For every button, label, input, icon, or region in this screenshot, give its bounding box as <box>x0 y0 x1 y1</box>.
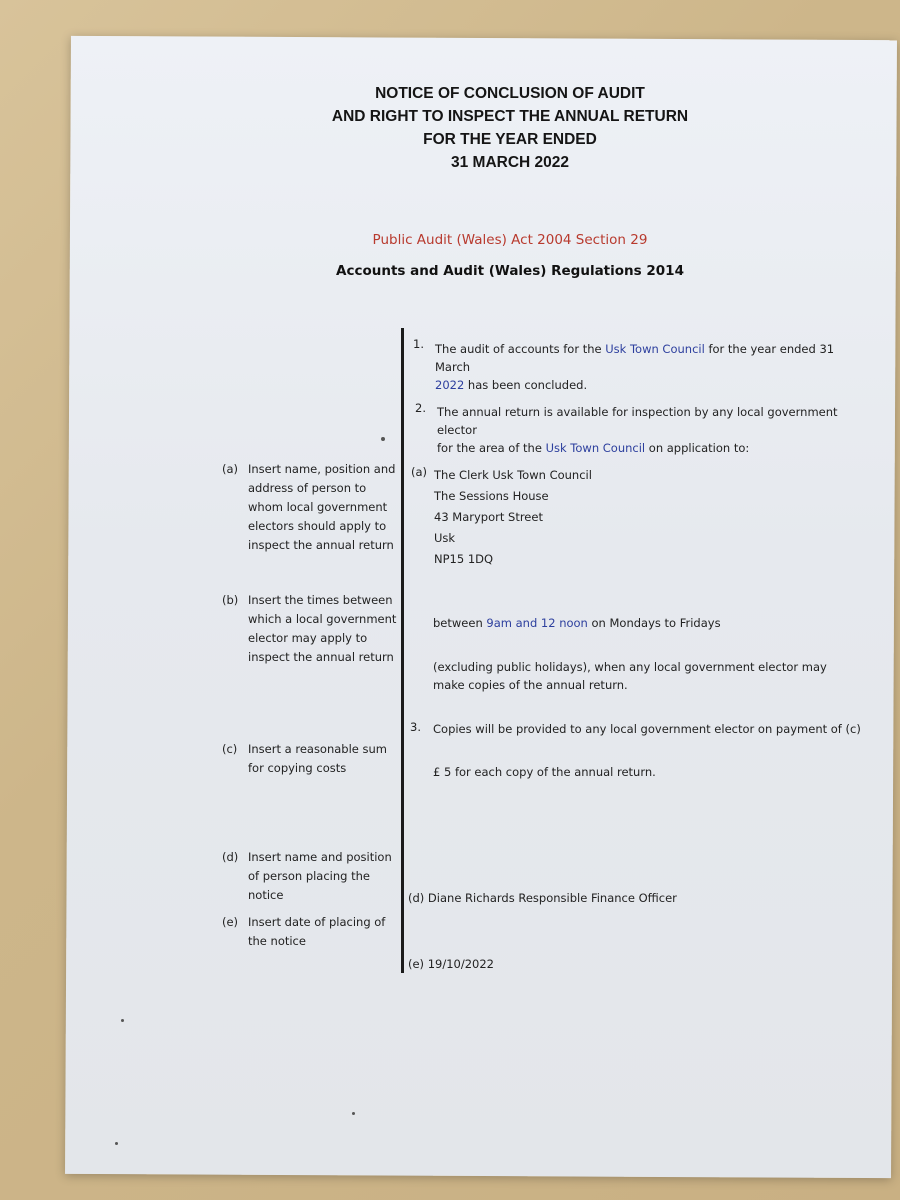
address-line-3: 43 Maryport Street <box>434 510 543 524</box>
copy-cost: £ 5 for each copy of the annual return. <box>433 765 656 779</box>
responsible-officer: (d) Diane Richards Responsible Finance Officer <box>408 891 677 905</box>
item-1-post: has been concluded. <box>464 378 588 392</box>
times-post: on Mondays to Fridays <box>591 616 721 630</box>
paper-speck <box>381 437 385 441</box>
note-e-label: (e) <box>222 915 239 929</box>
notice-title <box>300 82 720 174</box>
note-c-text: Insert a reasonable sum for copying costs <box>248 742 388 775</box>
inspection-times <box>433 614 853 632</box>
inspection-exclusion: (excluding public holidays), when any local government elector may make copies of the annual return. <box>433 660 827 692</box>
item-1-text <box>435 340 865 394</box>
act-reference: Public Audit (Wales) Act 2004 Section 29 <box>372 232 648 248</box>
regulations-reference: Accounts and Audit (Wales) Regulations 2014 <box>336 263 684 279</box>
item-3-text: Copies will be provided to any local government elector on payment of (c) <box>433 722 861 736</box>
title-line-1: NOTICE OF CONCLUSION OF AUDIT <box>375 85 645 102</box>
note-d-text: Insert name and position of person placing the notice <box>248 850 392 902</box>
address-line-5: NP15 1DQ <box>434 552 494 566</box>
item-2-text <box>437 403 867 457</box>
item-2-post: on application to: <box>645 441 750 455</box>
paper-speck <box>115 1142 118 1145</box>
times-pre: between <box>433 616 487 630</box>
address-line-2: The Sessions House <box>434 489 549 503</box>
address-label: (a) <box>411 465 428 479</box>
note-d-label: (d) <box>222 850 239 864</box>
note-a-text: Insert name, position and address of person to whom local government electors should apply to inspect the annual return <box>248 462 396 552</box>
item-2-pre: for the area of the <box>437 441 546 455</box>
address-block <box>434 465 734 570</box>
notice-date: (e) 19/10/2022 <box>408 957 494 971</box>
item-2-number: 2. <box>415 401 426 415</box>
item-1-number: 1. <box>413 337 424 351</box>
item-2-line-1: The annual return is available for inspection by any local government elector <box>437 405 838 437</box>
note-b-label: (b) <box>222 593 239 607</box>
column-divider <box>401 328 404 973</box>
title-line-4: 31 MARCH 2022 <box>450 154 570 171</box>
item-1-council: Usk Town Council <box>605 342 705 356</box>
item-1-year: 2022 <box>435 378 465 392</box>
note-c-label: (c) <box>222 742 238 756</box>
note-e-text: Insert date of placing of the notice <box>248 915 386 948</box>
item-2-council: Usk Town Council <box>545 441 646 455</box>
item-1-pre: The audit of accounts for the <box>435 342 606 356</box>
address-line-1: The Clerk Usk Town Council <box>434 468 592 482</box>
title-line-3: FOR THE YEAR ENDED <box>423 131 597 148</box>
address-line-4: Usk <box>434 531 456 545</box>
item-3-number: 3. <box>410 720 421 734</box>
notice-paper <box>65 36 897 1178</box>
note-a-label: (a) <box>222 462 239 476</box>
item-1-mid: for the year ended 31 March <box>435 342 835 374</box>
note-b-text: Insert the times between which a local government elector may apply to inspect the annual return <box>248 593 397 664</box>
paper-speck <box>121 1019 124 1022</box>
times-hours: 9am and 12 noon <box>486 616 588 630</box>
paper-speck <box>352 1112 355 1115</box>
title-line-2: AND RIGHT TO INSPECT THE ANNUAL RETURN <box>331 108 689 125</box>
